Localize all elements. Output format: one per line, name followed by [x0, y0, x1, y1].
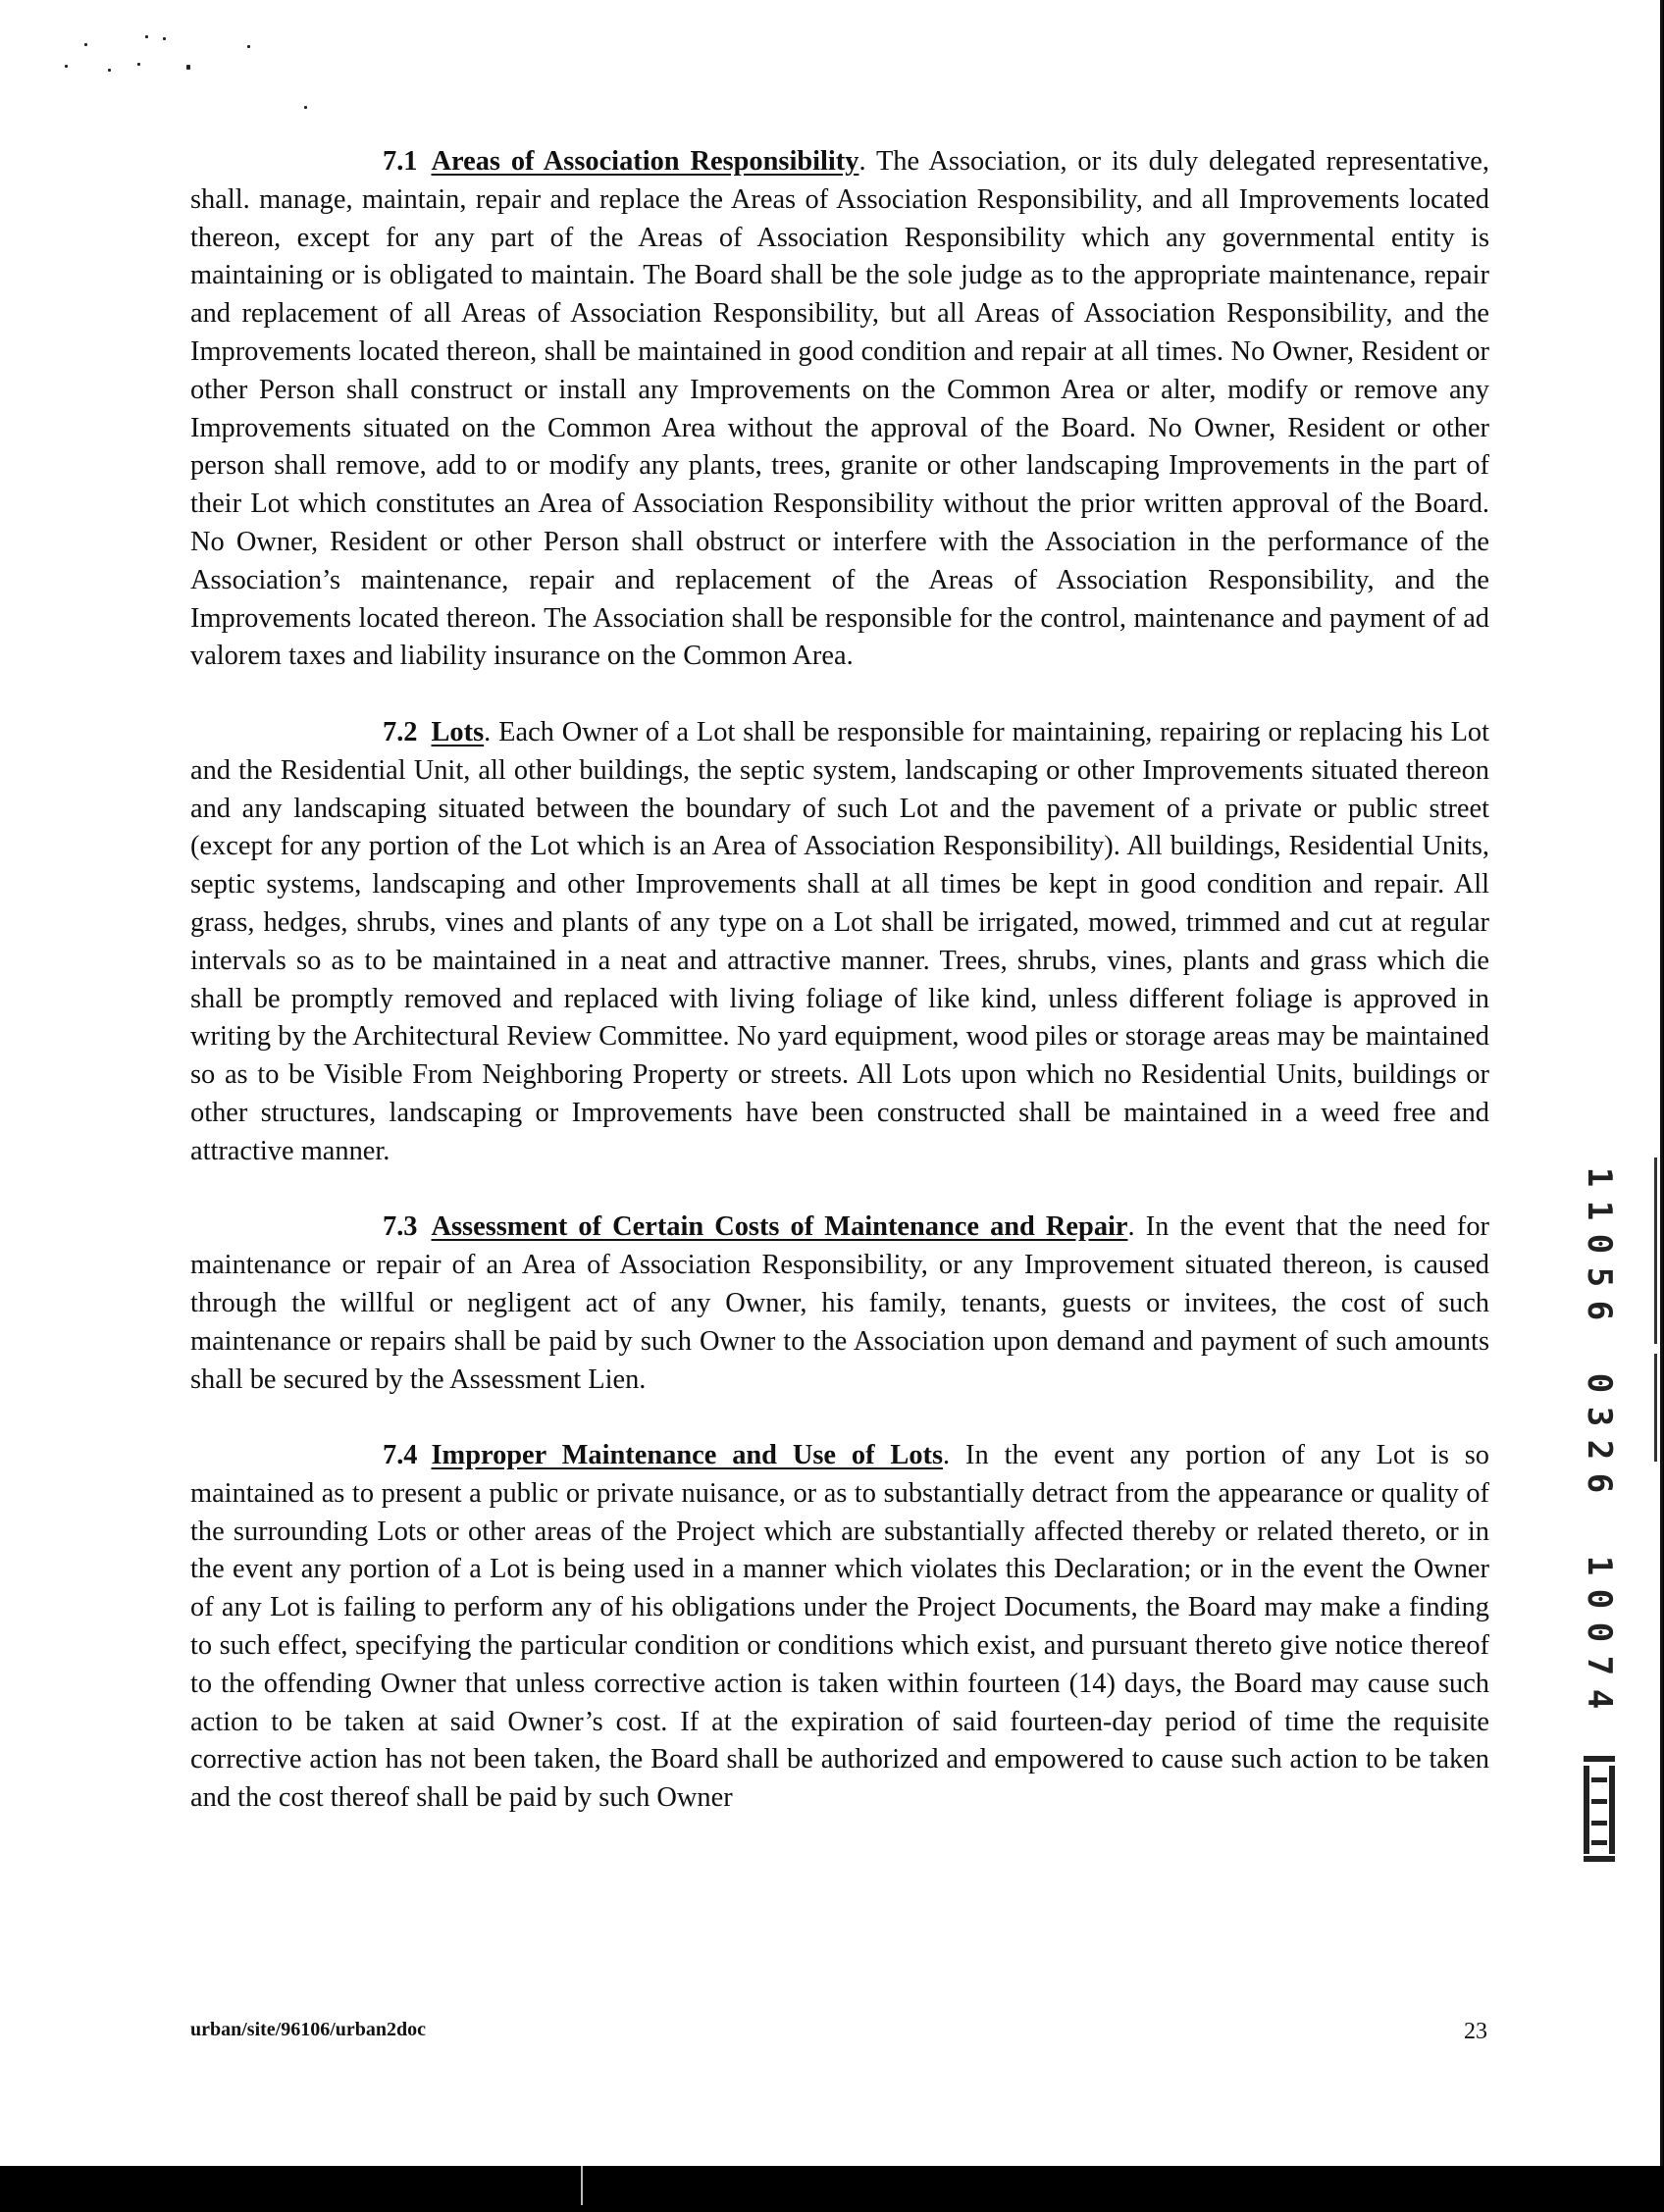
section-title: Areas of Association Responsibility: [431, 146, 859, 177]
stamp-digit: 7: [1580, 1655, 1619, 1676]
stamp-digit: 6: [1580, 1472, 1619, 1494]
section-7-1: [190, 143, 1489, 676]
section-7-3: [190, 1209, 1489, 1399]
section-number: 7.2: [383, 716, 418, 747]
stamp-digit: 1: [1580, 1166, 1619, 1188]
section-text: In the event any portion of any Lot is so maintained as to present a public or private nuisance, or as to substantially detract from the appearance or quality of the surrounding Lots or other areas of the Project which are substantially affected thereby or related thereto, or in the event any portion of a Lot is being used in a manner which violates this Declaration; or in the event the Owner of any Lot is failing to perform any of his obligations under the Project Documents, the Board may make a finding to such effect, specifying the particular condition or conditions which exist, and pursuant thereto give notice thereof to the offending Owner that unless corrective action is taken within fourteen (14) days, the Board may cause such action to be taken at said Owner’s cost. If at the expiration of said fourteen-day period of time the requisite corrective action has not been taken, the Board shall be authorized and empowered to cause such action to be taken and the cost thereof shall be paid by such Owner: [190, 1440, 1489, 1814]
scan-speck: [247, 45, 250, 48]
scan-speck: [108, 69, 111, 72]
section-number: 7.3: [383, 1211, 418, 1243]
page-number: 23: [1464, 2019, 1487, 2044]
stamp-digit: 0: [1580, 1233, 1619, 1255]
scan-tick: [581, 2166, 583, 2205]
stamp-digit: 5: [1580, 1266, 1619, 1288]
section-number: 7.4: [383, 1440, 418, 1471]
stamp-digit: 0: [1580, 1372, 1619, 1394]
section-text: The Association, or its duly delegated representative, shall. manage, maintain, repair and replace the Areas of Association Responsibility, and all Improvements located thereon, except for any part of the Areas of Association Responsibility which any governmental entity is maintaining or is obligated to maintain. The Board shall be the sole judge as to the appropriate maintenance, repair and replacement of all Areas of Association Responsibility, but all Areas of Association Responsibility, and the Improvements located thereon, shall be maintained in good condition and repair at all times. No Owner, Resident or other Person shall construct or install any Improvements on the Common Area or alter, modify or remove any Improvements situated on the Common Area without the approval of the Board. No Owner, Resident or other person shall remove, add to or modify any plants, trees, granite or other landscaping Improvements in the part of their Lot which constitutes an Area of Association Responsibility without the prior written approval of the Board. No Owner, Resident or other Person shall obstruct or interfere with the Association in the performance of the Association’s maintenance, repair and replacement of the Areas of Association Responsibility, and the Improvements located thereon. The Association shall be responsible for the control, maintenance and payment of ad valorem taxes and liability insurance on the Common Area.: [190, 146, 1489, 672]
section-title: Lots: [431, 716, 485, 747]
scan-speck: [163, 37, 166, 40]
section-text: Each Owner of a Lot shall be responsible for maintaining, repairing or replacing his Lot and the Residential Unit, all other buildings, the septic system, landscaping or other Improvements situated thereon and any landscaping situated between the boundary of such Lot and the pavement of a private or public street (except for any portion of the Lot which is an Area of Association Responsibility). All buildings, Residential Units, septic systems, landscaping and other Improvements shall at all times be kept in good condition and repair. All grass, hedges, shrubs, vines and plants of any type on a Lot shall be irrigated, mowed, trimmed and cut at regular intervals so as to be maintained in a neat and attractive manner. Trees, shrubs, vines, plants and grass which die shall be promptly removed and replaced with living foliage of like kind, unless different foliage is approved in writing by the Architectural Review Committee. No yard equipment, wood piles or storage areas may be maintained so as to be Visible From Neighboring Property or streets. All Lots upon which no Residential Units, buildings or other structures, landscaping or Improvements have been constructed shall be maintained in a weed free and attractive manner.: [190, 716, 1489, 1166]
stamp-digit: 0: [1580, 1588, 1619, 1610]
scan-speck: [65, 65, 68, 68]
section-title-end: .: [858, 146, 866, 177]
section-number: 7.1: [383, 146, 418, 177]
section-title-end: .: [1127, 1211, 1135, 1243]
section-title: Improper Maintenance and Use of Lots: [431, 1440, 944, 1471]
section-7-4: [190, 1437, 1489, 1818]
scan-speck: [186, 65, 190, 70]
section-title-end: .: [484, 716, 492, 747]
stamp-barcode: [1582, 1756, 1617, 1864]
scan-speck: [304, 106, 307, 109]
stamp-digit: 3: [1580, 1406, 1619, 1427]
scan-speck: [84, 43, 87, 46]
recording-stamp: [1580, 1160, 1619, 1720]
stamp-digit: 1: [1580, 1555, 1619, 1576]
section-title: Assessment of Certain Costs of Maintenance and Repair: [431, 1211, 1128, 1243]
footer-file-path: urban/site/96106/urban2doc: [190, 2019, 427, 2040]
section-text: In the event that the need for maintenance or repair of an Area of Association Responsibility, or any Improvement situated thereon, is caused through the willful or negligent act of any Owner, his family, tenants, guests or invitees, the cost of such maintenance or repairs shall be paid by such Owner to the Association upon demand and payment of such amounts shall be secured by the Assessment Lien.: [190, 1211, 1489, 1395]
scan-speck: [145, 35, 148, 38]
section-7-2: [190, 714, 1489, 1171]
section-title-end: .: [943, 1440, 951, 1471]
document-body: [190, 143, 1489, 1818]
scan-edge-mark: [1654, 1157, 1657, 1344]
scan-edge-mark: [1654, 1354, 1657, 1462]
scan-speck: [137, 63, 140, 66]
stamp-digit: 4: [1580, 1688, 1619, 1710]
stamp-digit: 2: [1580, 1439, 1619, 1461]
stamp-digit: 6: [1580, 1300, 1619, 1321]
stamp-digit: 0: [1580, 1621, 1619, 1643]
stamp-digit: 1: [1580, 1200, 1619, 1221]
